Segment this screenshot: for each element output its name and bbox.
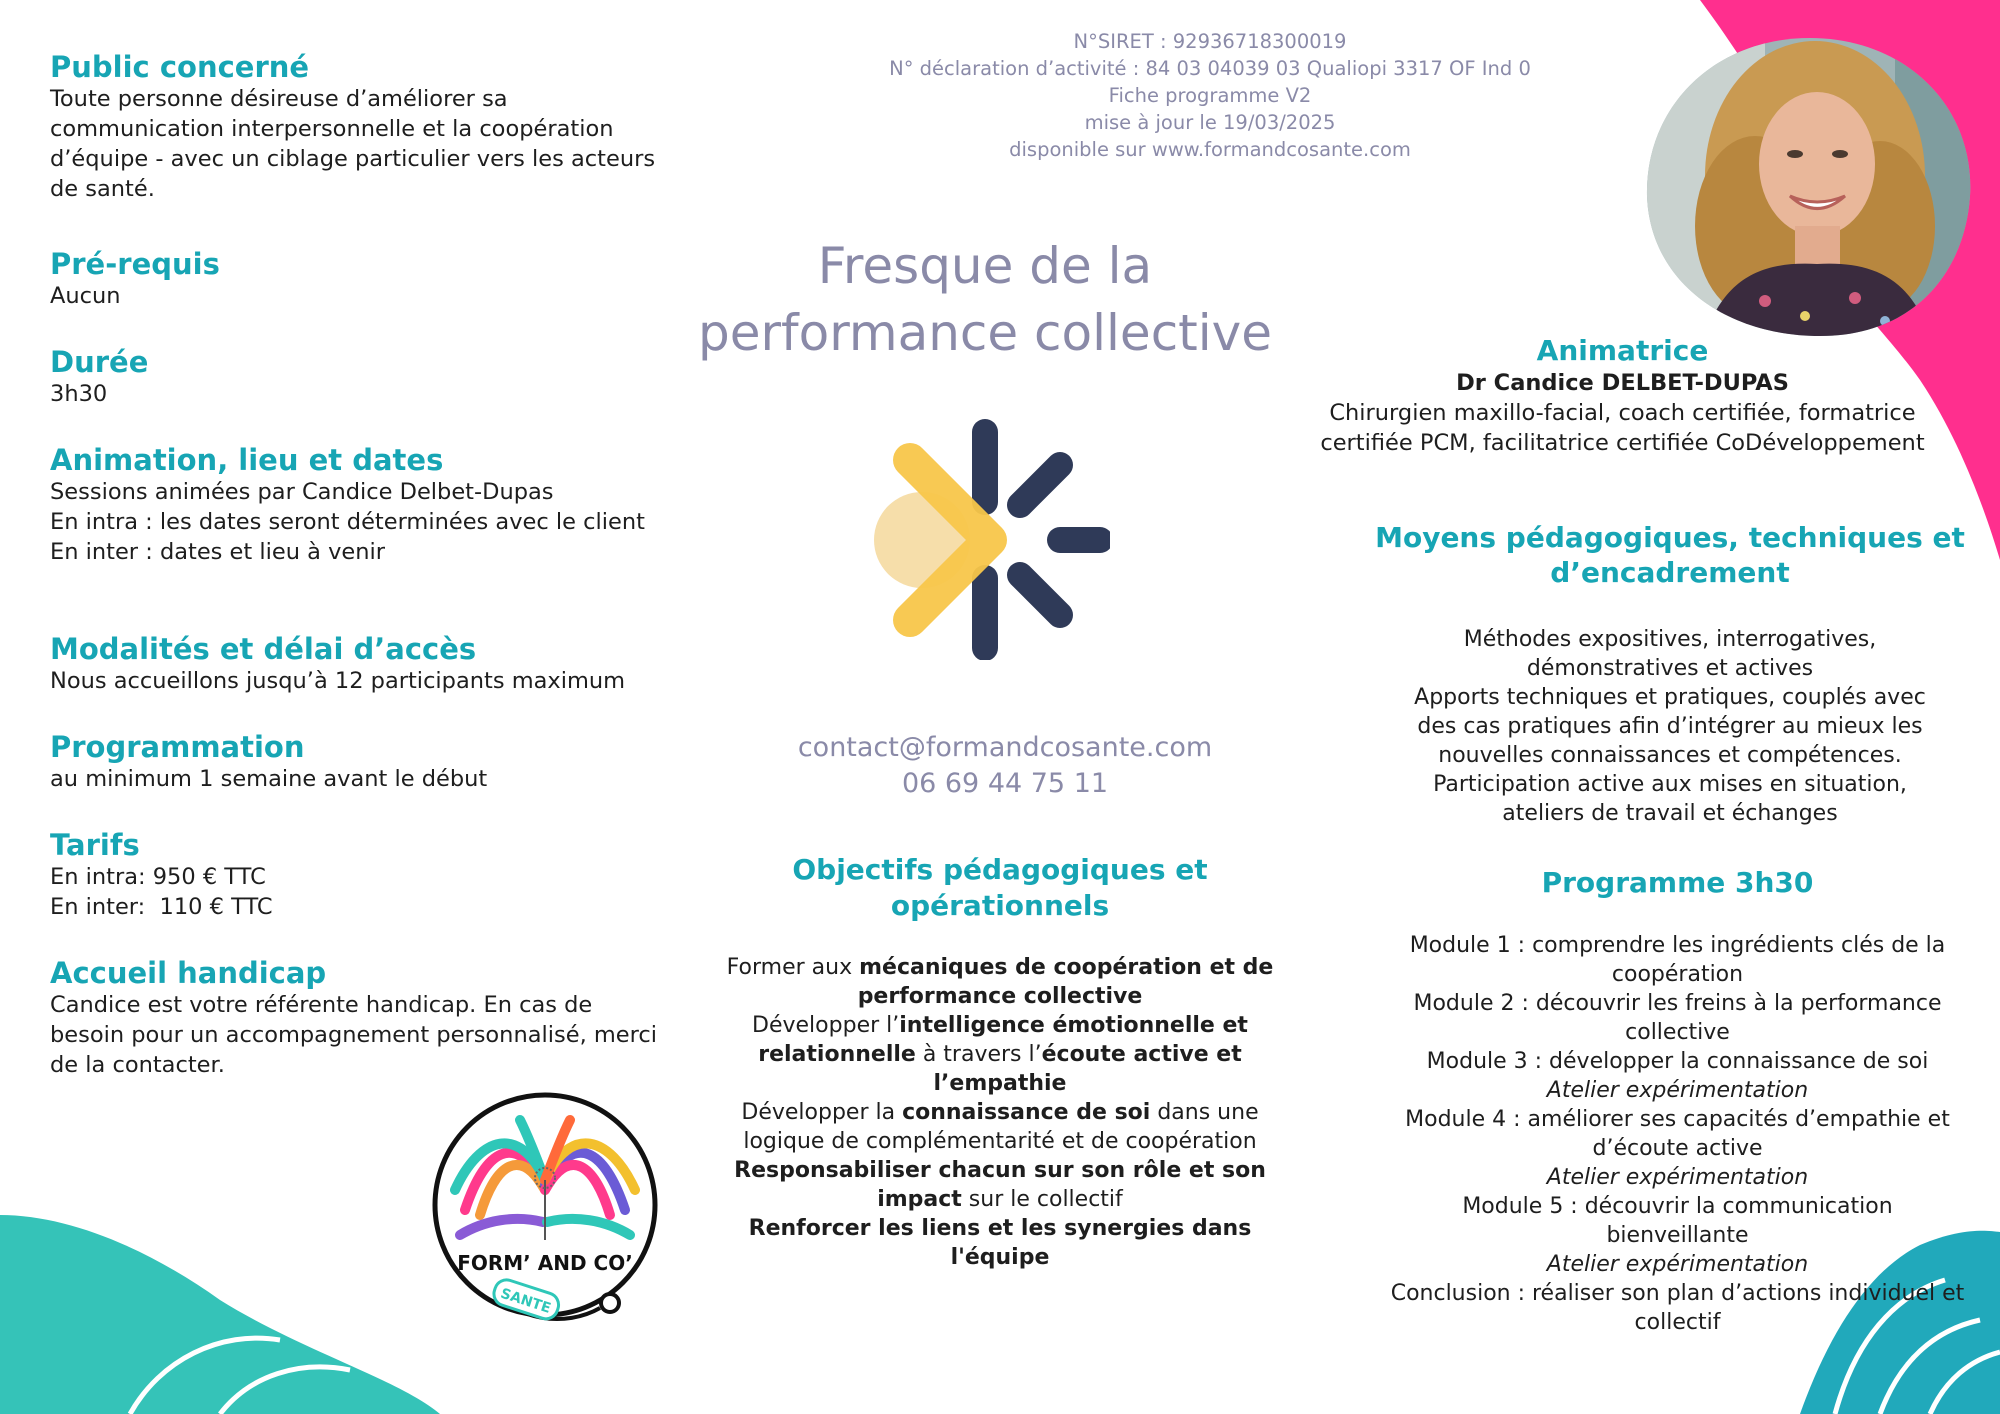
page-title: [600, 233, 1370, 367]
animatrice-section: [1290, 334, 1955, 458]
objectif-bold: performance collective: [857, 984, 1143, 1009]
moyens-line: Participation active aux mises en situation,: [1433, 772, 1907, 797]
public-text: [50, 84, 710, 204]
header-meta: [780, 28, 1640, 163]
fresque-logo-icon: [860, 410, 1110, 660]
logo-sub-text: SANTE: [498, 1285, 553, 1317]
modalites-heading: Modalités et délai d’accès: [50, 632, 477, 666]
objectif-line: [700, 1098, 1300, 1127]
objectif-bold: l'équipe: [950, 1245, 1050, 1270]
programme-line: d’écoute active: [1592, 1136, 1763, 1161]
programme-line: collective: [1625, 1020, 1730, 1045]
objectif-text: dans une: [1150, 1100, 1259, 1125]
tarifs-heading: Tarifs: [50, 828, 140, 862]
objectif-bold: mécaniques de coopération et de: [859, 955, 1274, 980]
tarif-inter: En inter: 110 € TTC: [50, 894, 273, 920]
objectif-bold: Renforcer les liens et les synergies dans: [748, 1216, 1252, 1241]
moyens-line: démonstratives et actives: [1526, 656, 1814, 681]
handicap-text: [50, 990, 657, 1080]
animation-heading: Animation, lieu et dates: [50, 443, 444, 477]
objectif-bold: relationnelle: [758, 1042, 916, 1067]
programme-line: coopération: [1611, 962, 1744, 987]
animation-text: [50, 477, 645, 567]
handicap-section: [50, 956, 657, 1080]
objectifs-heading-line: opérationnels: [890, 889, 1110, 922]
objectifs-heading-line: Objectifs pédagogiques et: [792, 853, 1208, 886]
programme-line: Module 3 : développer la connaissance de soi: [1426, 1049, 1929, 1074]
contact-phone[interactable]: 06 69 44 75 11: [901, 768, 1109, 799]
objectif-bold: connaissance de soi: [902, 1100, 1151, 1125]
tarifs-section: [50, 828, 273, 922]
animatrice-line: certifiée PCM, facilitatrice certifiée CoDéveloppement: [1320, 430, 1925, 456]
objectif-text: Développer l’: [752, 1013, 900, 1038]
objectif-line: [700, 1214, 1300, 1243]
objectif-bold: intelligence émotionnelle et: [899, 1013, 1248, 1038]
handicap-heading: Accueil handicap: [50, 956, 327, 990]
objectifs-heading: [700, 852, 1300, 924]
animation-line: En intra : les dates seront déterminées avec le client: [50, 509, 645, 535]
animation-line: En inter : dates et lieu à venir: [50, 539, 385, 565]
objectif-line: [700, 1069, 1300, 1098]
handicap-line: besoin pour un accompagnement personnalisé, merci: [50, 1022, 658, 1048]
prerequis-text: Aucun: [50, 283, 121, 309]
programme-line: collectif: [1634, 1310, 1721, 1335]
website-text: disponible sur www.formandcosante.com: [1009, 138, 1411, 161]
programme-list: [1355, 931, 2000, 1337]
tarif-intra: En intra: 950 € TTC: [50, 864, 266, 890]
prerequis-section: [50, 247, 220, 311]
teal-blob-left: [0, 1215, 440, 1414]
objectif-line: [700, 1156, 1300, 1185]
public-line: communication interpersonnelle et la coopération: [50, 116, 614, 142]
siret-text: N°SIRET : 92936718300019: [1073, 30, 1347, 53]
moyens-line: ateliers de travail et échanges: [1502, 801, 1838, 826]
moyens-line: des cas pratiques afin d’intégrer au mieux les: [1417, 714, 1923, 739]
left-column: [50, 50, 710, 204]
duree-section: [50, 345, 148, 409]
update-date-text: mise à jour le 19/03/2025: [1084, 111, 1336, 134]
animatrice-name: Dr Candice DELBET-DUPAS: [1456, 370, 1789, 396]
programme-line: Module 5 : découvrir la communication: [1462, 1194, 1893, 1219]
objectif-text: Développer la: [741, 1100, 903, 1125]
moyens-line: nouvelles connaissances et compétences.: [1438, 743, 1902, 768]
objectif-text: sur le collectif: [961, 1187, 1123, 1212]
public-line: d’équipe - avec un ciblage particulier vers les acteurs: [50, 146, 656, 172]
objectif-line: [700, 982, 1300, 1011]
programme-heading: Programme 3h30: [1541, 866, 1814, 899]
objectif-line: [700, 1243, 1300, 1272]
logo-main-text: FORM’ AND CO’: [457, 1251, 633, 1275]
moyens-heading: [1355, 520, 1985, 590]
objectifs-list: [700, 953, 1300, 1272]
moyens-section: [1355, 520, 1985, 590]
objectif-line: [700, 1011, 1300, 1040]
moyens-list: [1355, 625, 1985, 828]
objectif-bold: l’empathie: [933, 1071, 1067, 1096]
objectif-text: logique de complémentarité et de coopération: [743, 1129, 1257, 1154]
title-line-1: Fresque de la: [817, 237, 1153, 295]
programme-atelier-line: Atelier expérimentation: [1546, 1252, 1809, 1277]
objectif-line: [700, 1185, 1300, 1214]
declaration-text: N° déclaration d’activité : 84 03 04039 03 Qualiopi 3317 OF Ind 0: [889, 57, 1531, 80]
form-and-co-logo: [425, 1090, 665, 1340]
animatrice-description: [1290, 398, 1955, 458]
programmation-section: [50, 730, 487, 794]
handicap-line: de la contacter.: [50, 1052, 225, 1078]
public-line: Toute personne désireuse d’améliorer sa: [50, 86, 508, 112]
objectif-line: [700, 953, 1300, 982]
objectif-text: à travers l’: [915, 1042, 1042, 1067]
moyens-line: Apports techniques et pratiques, couplés avec: [1414, 685, 1926, 710]
animatrice-line: Chirurgien maxillo-facial, coach certifiée, formatrice: [1329, 400, 1916, 426]
objectif-text: Former aux: [726, 955, 860, 980]
modalites-text: Nous accueillons jusqu’à 12 participants maximum: [50, 668, 626, 694]
objectif-line: [700, 1040, 1300, 1069]
animation-section: [50, 443, 645, 567]
programme-atelier-line: Atelier expérimentation: [1546, 1078, 1809, 1103]
moyens-line: Méthodes expositives, interrogatives,: [1463, 627, 1877, 652]
contact-email[interactable]: contact@formandcosante.com: [797, 732, 1213, 763]
programme-line: Module 4 : améliorer ses capacités d’empathie et: [1405, 1107, 1950, 1132]
title-line-2: performance collective: [697, 304, 1273, 362]
objectif-bold: écoute active et: [1041, 1042, 1242, 1067]
contact-block: [770, 730, 1240, 802]
tarifs-text: [50, 862, 273, 922]
programmation-heading: Programmation: [50, 730, 305, 764]
programme-atelier-line: Atelier expérimentation: [1546, 1165, 1809, 1190]
duree-text: 3h30: [50, 381, 108, 407]
duree-heading: Durée: [50, 345, 149, 379]
portrait-photo: [1645, 36, 1975, 336]
moyens-heading-line: Moyens pédagogiques, techniques et: [1375, 521, 1965, 554]
animation-line: Sessions animées par Candice Delbet-Dupas: [50, 479, 554, 505]
handicap-line: Candice est votre référente handicap. En cas de: [50, 992, 593, 1018]
programme-line: Conclusion : réaliser son plan d’actions individuel et: [1390, 1281, 1965, 1306]
fiche-text: Fiche programme V2: [1108, 84, 1312, 107]
prerequis-heading: Pré-requis: [50, 247, 220, 281]
public-line: de santé.: [50, 176, 155, 202]
modalites-section: [50, 632, 625, 696]
objectif-line: [700, 1127, 1300, 1156]
objectif-bold: impact: [877, 1187, 962, 1212]
objectif-bold: Responsabiliser chacun sur son rôle et son: [734, 1158, 1266, 1183]
public-heading: Public concerné: [50, 50, 310, 84]
programmation-text: au minimum 1 semaine avant le début: [50, 766, 488, 792]
programme-section: [1355, 866, 2000, 900]
moyens-heading-line: d’encadrement: [1550, 556, 1790, 589]
animatrice-heading: Animatrice: [1536, 334, 1709, 367]
programme-line: Module 2 : découvrir les freins à la performance: [1413, 991, 1942, 1016]
programme-line: Module 1 : comprendre les ingrédients clés de la: [1409, 933, 1946, 958]
objectifs-section: [700, 852, 1300, 924]
programme-line: bienveillante: [1606, 1223, 1749, 1248]
